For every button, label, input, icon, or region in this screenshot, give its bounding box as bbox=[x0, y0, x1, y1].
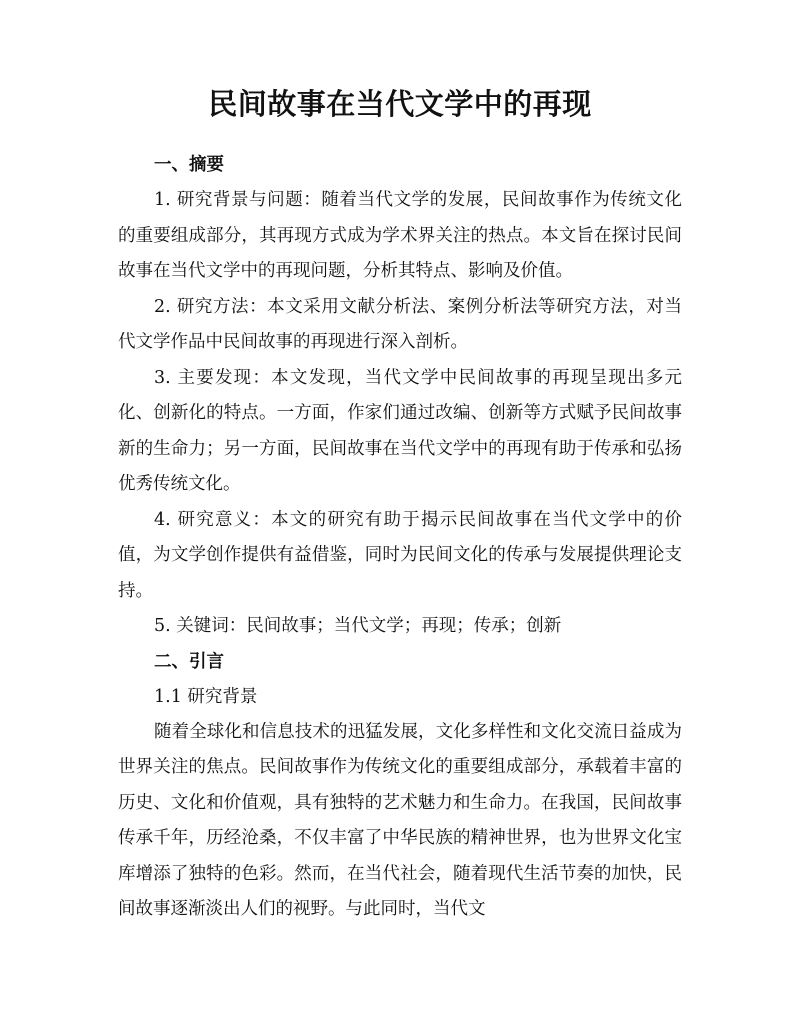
abstract-item-findings: 3. 主要发现：本文发现，当代文学中民间故事的再现呈现出多元化、创新化的特点。一方面，作家们通过改编、创新等方式赋予民间故事新的生命力；另一方面，民间故事在当代文学中的再现有助于传承和弘扬优秀传统文化。 bbox=[118, 367, 682, 494]
subsection-heading-background: 1.1 研究背景 bbox=[154, 686, 258, 707]
document-title: 民间故事在当代文学中的再现 bbox=[208, 87, 592, 121]
introduction-paragraph: 随着全球化和信息技术的迅猛发展，文化多样性和文化交流日益成为世界关注的焦点。民间故事作为传统文化的重要组成部分，承载着丰富的历史、文化和价值观，具有独特的艺术魅力和生命力。在我国，民间故事传承千年，历经沧桑，不仅丰富了中华民族的精神世界，也为世界文化宝库增添了独特的色彩。然而，在当代社会，随着现代生活节奏的加快，民间故事逐渐淡出人们的视野。与此同时，当代文 bbox=[118, 721, 682, 919]
abstract-item-background: 1. 研究背景与问题：随着当代文学的发展，民间故事作为传统文化的重要组成部分，其再现方式成为学术界关注的热点。本文旨在探讨民间故事在当代文学中的再现问题，分析其特点、影响及价值。 bbox=[118, 190, 682, 281]
section-heading-abstract: 一、摘要 bbox=[154, 155, 224, 175]
abstract-item-keywords: 5. 关键词：民间故事；当代文学；再现；传承；创新 bbox=[154, 616, 562, 636]
abstract-item-significance: 4. 研究意义：本文的研究有助于揭示民间故事在当代文学中的价值，为文学创作提供有益借鉴，同时为民间文化的传承与发展提供理论支持。 bbox=[118, 509, 682, 601]
abstract-item-methods: 2. 研究方法：本文采用文献分析法、案例分析法等研究方法，对当代文学作品中民间故事的再现进行深入剖析。 bbox=[118, 296, 682, 352]
section-heading-introduction: 二、引言 bbox=[154, 651, 224, 672]
